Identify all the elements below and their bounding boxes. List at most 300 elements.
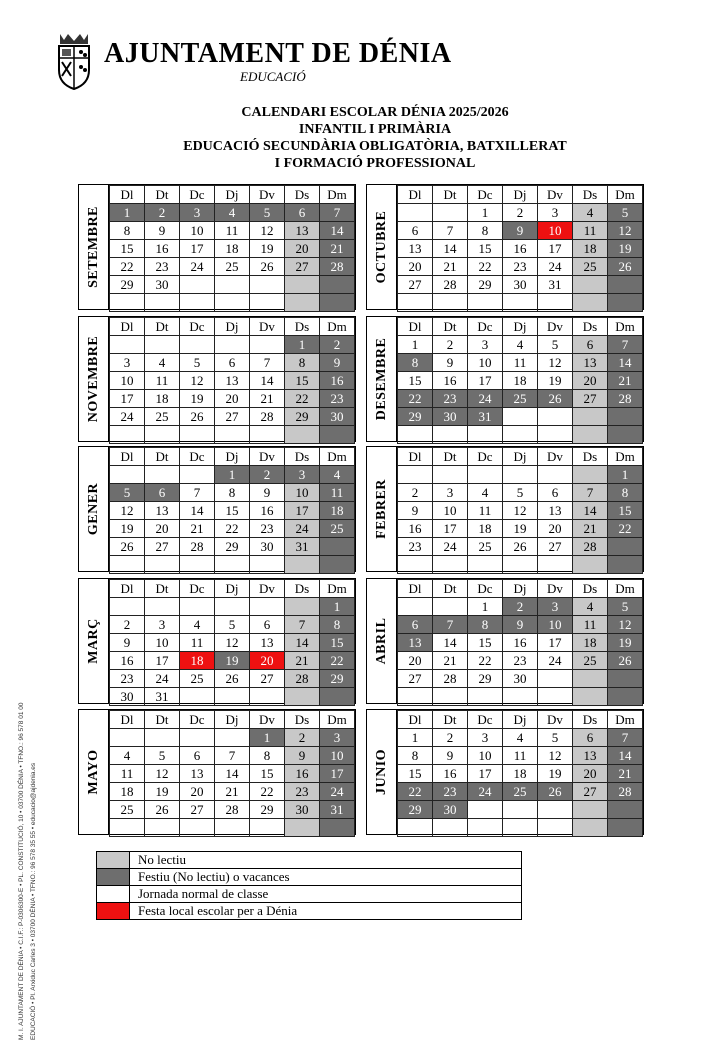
weekday-header: Dc — [180, 318, 215, 336]
day-cell — [433, 204, 468, 222]
day-cell: 16 — [398, 520, 433, 538]
day-cell — [145, 556, 180, 574]
day-cell: 23 — [145, 258, 180, 276]
day-cell: 11 — [573, 616, 608, 634]
week-row — [398, 336, 643, 354]
day-cell — [180, 819, 215, 837]
weekday-header: Dl — [110, 711, 145, 729]
day-cell: 3 — [468, 336, 503, 354]
month-table — [109, 579, 355, 706]
day-cell — [320, 556, 355, 574]
day-cell: 16 — [503, 240, 538, 258]
weekday-header: Dm — [608, 186, 643, 204]
day-cell: 21 — [573, 520, 608, 538]
day-cell: 18 — [468, 520, 503, 538]
day-cell: 5 — [538, 729, 573, 747]
day-cell: 22 — [285, 390, 320, 408]
day-cell: 1 — [468, 598, 503, 616]
day-cell: 10 — [538, 222, 573, 240]
month-10 — [366, 709, 644, 835]
day-cell: 10 — [285, 484, 320, 502]
weekday-header-row — [110, 186, 355, 204]
day-cell — [433, 294, 468, 312]
month-name-cell — [79, 447, 109, 571]
day-cell: 2 — [398, 484, 433, 502]
day-cell: 20 — [573, 765, 608, 783]
legend-swatch — [97, 869, 130, 886]
day-cell — [538, 426, 573, 444]
day-cell: 30 — [503, 276, 538, 294]
weekday-header: Dj — [215, 318, 250, 336]
month-table — [397, 185, 643, 312]
day-cell: 25 — [468, 538, 503, 556]
day-cell: 6 — [573, 336, 608, 354]
day-cell — [433, 598, 468, 616]
month-name-cell — [367, 579, 397, 703]
day-cell: 21 — [433, 258, 468, 276]
week-row — [398, 598, 643, 616]
legend — [96, 851, 522, 920]
day-cell — [503, 466, 538, 484]
weekday-header: Dj — [503, 580, 538, 598]
weekday-header: Dm — [320, 186, 355, 204]
day-cell: 26 — [503, 538, 538, 556]
week-row — [398, 783, 643, 801]
month-2 — [366, 184, 644, 310]
week-row — [398, 538, 643, 556]
day-cell: 14 — [433, 240, 468, 258]
day-cell: 21 — [608, 765, 643, 783]
weekday-header-row — [110, 448, 355, 466]
day-cell: 21 — [285, 652, 320, 670]
day-cell: 26 — [538, 783, 573, 801]
day-cell: 7 — [180, 484, 215, 502]
week-row — [398, 819, 643, 837]
day-cell — [110, 336, 145, 354]
weekday-header: Dl — [110, 186, 145, 204]
day-cell: 12 — [110, 502, 145, 520]
day-cell: 26 — [608, 652, 643, 670]
month-name-cell — [367, 447, 397, 571]
day-cell: 23 — [398, 538, 433, 556]
week-row — [398, 466, 643, 484]
day-cell — [538, 294, 573, 312]
day-cell: 26 — [145, 801, 180, 819]
sidebar-address — [0, 320, 40, 1040]
week-row — [398, 408, 643, 426]
week-row — [110, 688, 355, 706]
day-cell: 19 — [538, 765, 573, 783]
day-cell: 15 — [398, 372, 433, 390]
day-cell: 7 — [250, 354, 285, 372]
day-cell — [180, 598, 215, 616]
day-cell: 20 — [180, 783, 215, 801]
day-cell — [573, 688, 608, 706]
day-cell: 25 — [145, 408, 180, 426]
day-cell — [250, 276, 285, 294]
day-cell: 23 — [503, 652, 538, 670]
day-cell: 10 — [110, 372, 145, 390]
weekday-header: Dc — [180, 711, 215, 729]
day-cell: 28 — [320, 258, 355, 276]
week-row — [398, 747, 643, 765]
weekday-header: Dv — [538, 580, 573, 598]
day-cell: 24 — [538, 258, 573, 276]
day-cell — [468, 294, 503, 312]
day-cell — [320, 276, 355, 294]
week-row — [398, 294, 643, 312]
day-cell: 31 — [468, 408, 503, 426]
day-cell: 3 — [145, 616, 180, 634]
day-cell: 10 — [468, 354, 503, 372]
day-cell — [180, 466, 215, 484]
day-cell — [503, 819, 538, 837]
day-cell — [608, 801, 643, 819]
month-table — [109, 710, 355, 837]
day-cell: 3 — [320, 729, 355, 747]
day-cell — [573, 426, 608, 444]
day-cell: 5 — [145, 747, 180, 765]
day-cell: 11 — [145, 372, 180, 390]
day-cell — [320, 426, 355, 444]
day-cell: 28 — [250, 408, 285, 426]
day-cell: 9 — [320, 354, 355, 372]
week-row — [398, 765, 643, 783]
day-cell: 9 — [433, 354, 468, 372]
day-cell: 9 — [110, 634, 145, 652]
week-row — [110, 747, 355, 765]
day-cell: 2 — [145, 204, 180, 222]
day-cell: 1 — [250, 729, 285, 747]
day-cell — [608, 408, 643, 426]
week-row — [110, 538, 355, 556]
day-cell: 14 — [608, 354, 643, 372]
day-cell: 18 — [215, 240, 250, 258]
day-cell — [503, 556, 538, 574]
week-row — [110, 354, 355, 372]
month-name-cell — [79, 710, 109, 834]
sidebar-line-1: M. I. AJUNTAMENT DE DÉNIA • C.I.F.: P-0306300-E • PL. CONSTITUCIÓ, 10 • 03700 DÉNIA • TFNO.: 96 578 01 00 — [18, 702, 25, 1040]
day-cell — [538, 408, 573, 426]
day-cell: 22 — [320, 652, 355, 670]
day-cell: 13 — [285, 222, 320, 240]
day-cell: 30 — [320, 408, 355, 426]
day-cell: 1 — [398, 336, 433, 354]
day-cell: 27 — [145, 538, 180, 556]
day-cell — [538, 688, 573, 706]
day-cell — [285, 556, 320, 574]
week-row — [398, 354, 643, 372]
day-cell: 26 — [215, 670, 250, 688]
day-cell — [110, 466, 145, 484]
weekday-header: Dt — [433, 186, 468, 204]
weekday-header-row — [398, 318, 643, 336]
day-cell: 8 — [285, 354, 320, 372]
day-cell: 1 — [285, 336, 320, 354]
day-cell: 8 — [320, 616, 355, 634]
day-cell — [608, 819, 643, 837]
day-cell: 5 — [608, 598, 643, 616]
day-cell: 11 — [503, 354, 538, 372]
day-cell: 19 — [608, 240, 643, 258]
day-cell: 26 — [538, 390, 573, 408]
day-cell: 5 — [215, 616, 250, 634]
weekday-header: Dm — [608, 318, 643, 336]
day-cell: 5 — [180, 354, 215, 372]
day-cell: 19 — [608, 634, 643, 652]
month-9 — [78, 709, 356, 835]
day-cell — [573, 670, 608, 688]
day-cell: 1 — [468, 204, 503, 222]
day-cell: 29 — [398, 801, 433, 819]
day-cell: 3 — [433, 484, 468, 502]
day-cell: 1 — [608, 466, 643, 484]
weekday-header-row — [110, 580, 355, 598]
day-cell: 20 — [398, 258, 433, 276]
day-cell: 30 — [433, 408, 468, 426]
day-cell: 4 — [468, 484, 503, 502]
day-cell — [608, 538, 643, 556]
day-cell — [145, 426, 180, 444]
day-cell: 24 — [538, 652, 573, 670]
day-cell: 19 — [180, 390, 215, 408]
week-row — [398, 222, 643, 240]
day-cell: 8 — [250, 747, 285, 765]
day-cell: 23 — [433, 783, 468, 801]
day-cell: 17 — [110, 390, 145, 408]
week-row — [398, 688, 643, 706]
day-cell — [573, 408, 608, 426]
day-cell — [573, 819, 608, 837]
day-cell: 11 — [468, 502, 503, 520]
day-cell — [503, 426, 538, 444]
day-cell — [538, 801, 573, 819]
day-cell: 17 — [468, 765, 503, 783]
day-cell — [180, 688, 215, 706]
day-cell — [215, 819, 250, 837]
weekday-header: Dv — [250, 448, 285, 466]
legend-swatch — [97, 852, 130, 869]
day-cell: 5 — [608, 204, 643, 222]
day-cell — [468, 801, 503, 819]
day-cell: 8 — [215, 484, 250, 502]
day-cell — [398, 426, 433, 444]
day-cell: 16 — [433, 765, 468, 783]
week-row — [110, 729, 355, 747]
day-cell — [468, 466, 503, 484]
day-cell — [285, 294, 320, 312]
month-name-cell — [367, 710, 397, 834]
week-row — [110, 390, 355, 408]
month-name: MAYO — [85, 749, 101, 795]
day-cell — [398, 204, 433, 222]
day-cell — [285, 426, 320, 444]
day-cell — [320, 819, 355, 837]
day-cell: 31 — [285, 538, 320, 556]
day-cell: 26 — [110, 538, 145, 556]
day-cell: 27 — [398, 670, 433, 688]
week-row — [110, 276, 355, 294]
day-cell: 24 — [110, 408, 145, 426]
day-cell: 20 — [250, 652, 285, 670]
day-cell: 6 — [180, 747, 215, 765]
week-row — [110, 426, 355, 444]
day-cell: 29 — [320, 670, 355, 688]
day-cell — [468, 426, 503, 444]
weekday-header: Dv — [250, 318, 285, 336]
day-cell: 10 — [320, 747, 355, 765]
day-cell: 7 — [433, 616, 468, 634]
day-cell: 28 — [215, 801, 250, 819]
day-cell: 12 — [608, 222, 643, 240]
day-cell: 13 — [398, 240, 433, 258]
day-cell: 17 — [538, 634, 573, 652]
day-cell: 23 — [433, 390, 468, 408]
day-cell — [503, 688, 538, 706]
weekday-header: Ds — [285, 448, 320, 466]
day-cell — [110, 819, 145, 837]
day-cell: 15 — [110, 240, 145, 258]
weekday-header: Dl — [398, 318, 433, 336]
day-cell: 20 — [145, 520, 180, 538]
month-name-cell — [367, 317, 397, 441]
day-cell: 8 — [608, 484, 643, 502]
day-cell — [110, 426, 145, 444]
day-cell: 25 — [573, 652, 608, 670]
day-cell: 13 — [573, 747, 608, 765]
day-cell: 3 — [538, 598, 573, 616]
weekday-header: Dl — [398, 711, 433, 729]
day-cell — [145, 336, 180, 354]
weekday-header: Dj — [215, 711, 250, 729]
weekday-header: Dt — [433, 580, 468, 598]
day-cell: 8 — [468, 616, 503, 634]
day-cell — [285, 276, 320, 294]
day-cell: 30 — [145, 276, 180, 294]
month-3 — [78, 316, 356, 442]
coat-of-arms-logo — [56, 32, 92, 90]
weekday-header: Dt — [433, 711, 468, 729]
day-cell: 28 — [285, 670, 320, 688]
weekday-header-row — [398, 448, 643, 466]
day-cell: 6 — [250, 616, 285, 634]
day-cell: 28 — [608, 390, 643, 408]
month-name-cell — [79, 579, 109, 703]
day-cell: 10 — [433, 502, 468, 520]
weekday-header: Dm — [320, 580, 355, 598]
day-cell: 16 — [285, 765, 320, 783]
day-cell: 11 — [215, 222, 250, 240]
legend-swatch — [97, 886, 130, 903]
month-table — [109, 447, 355, 574]
day-cell: 3 — [538, 204, 573, 222]
weekday-header: Dl — [398, 186, 433, 204]
day-cell: 18 — [573, 634, 608, 652]
day-cell: 18 — [573, 240, 608, 258]
day-cell: 26 — [608, 258, 643, 276]
day-cell: 5 — [503, 484, 538, 502]
day-cell: 21 — [215, 783, 250, 801]
legend-label: No lectiu — [130, 852, 522, 869]
day-cell: 19 — [250, 240, 285, 258]
week-row — [110, 634, 355, 652]
day-cell: 13 — [180, 765, 215, 783]
weekday-header: Dv — [538, 448, 573, 466]
legend-label: Festa local escolar per a Dénia — [130, 903, 522, 920]
day-cell: 2 — [433, 729, 468, 747]
day-cell — [145, 729, 180, 747]
day-cell: 11 — [110, 765, 145, 783]
day-cell: 21 — [608, 372, 643, 390]
week-row — [398, 652, 643, 670]
weekday-header: Dt — [433, 318, 468, 336]
day-cell — [285, 688, 320, 706]
day-cell — [573, 294, 608, 312]
day-cell: 7 — [433, 222, 468, 240]
month-6 — [366, 446, 644, 572]
day-cell: 13 — [573, 354, 608, 372]
month-table — [397, 447, 643, 574]
weekday-header: Dc — [468, 580, 503, 598]
day-cell — [398, 556, 433, 574]
month-name-cell — [79, 185, 109, 309]
week-row — [398, 240, 643, 258]
month-4 — [366, 316, 644, 442]
day-cell: 9 — [145, 222, 180, 240]
day-cell: 11 — [320, 484, 355, 502]
day-cell: 3 — [285, 466, 320, 484]
day-cell: 15 — [250, 765, 285, 783]
legend-row — [97, 869, 522, 886]
day-cell — [398, 688, 433, 706]
weekday-header: Dl — [110, 448, 145, 466]
day-cell: 6 — [145, 484, 180, 502]
day-cell — [110, 294, 145, 312]
day-cell: 25 — [503, 783, 538, 801]
day-cell: 16 — [320, 372, 355, 390]
day-cell: 30 — [250, 538, 285, 556]
day-cell: 2 — [110, 616, 145, 634]
day-cell: 18 — [180, 652, 215, 670]
day-cell: 30 — [503, 670, 538, 688]
weekday-header: Dm — [320, 711, 355, 729]
weekday-header: Dj — [503, 711, 538, 729]
day-cell: 27 — [285, 258, 320, 276]
day-cell: 18 — [320, 502, 355, 520]
day-cell: 20 — [573, 372, 608, 390]
week-row — [110, 520, 355, 538]
day-cell: 22 — [468, 652, 503, 670]
weekday-header-row — [110, 711, 355, 729]
day-cell — [433, 426, 468, 444]
day-cell: 21 — [320, 240, 355, 258]
day-cell — [285, 819, 320, 837]
day-cell: 7 — [608, 336, 643, 354]
day-cell: 11 — [503, 747, 538, 765]
day-cell — [145, 819, 180, 837]
day-cell: 9 — [398, 502, 433, 520]
month-name: OCTUBRE — [373, 210, 389, 284]
weekday-header: Dt — [433, 448, 468, 466]
legend-label: Jornada normal de classe — [130, 886, 522, 903]
day-cell: 2 — [503, 204, 538, 222]
day-cell: 15 — [398, 765, 433, 783]
day-cell: 9 — [503, 222, 538, 240]
day-cell: 14 — [433, 634, 468, 652]
day-cell — [250, 426, 285, 444]
day-cell: 4 — [573, 204, 608, 222]
day-cell: 17 — [468, 372, 503, 390]
